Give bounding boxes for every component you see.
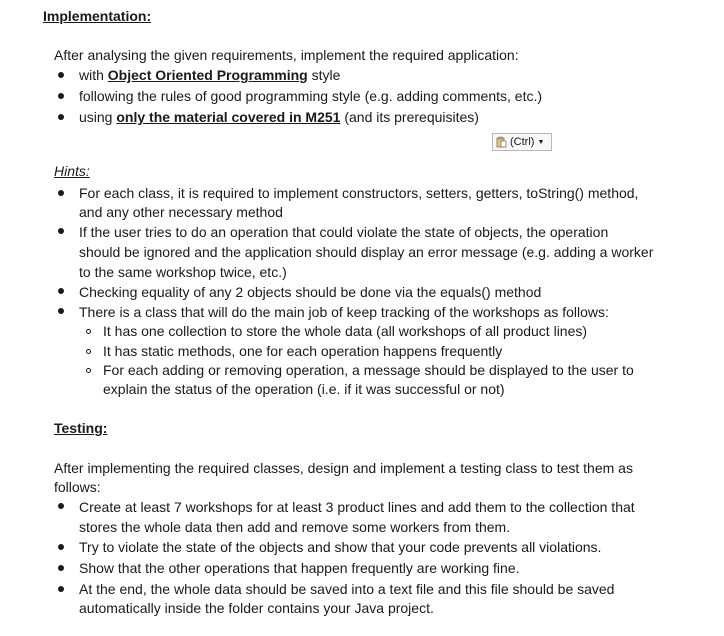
bullet-icon [58,190,64,196]
hint-static-methods: It has static methods, one for each operation happens frequently [103,343,503,359]
hint-violation-line1: If the user tries to do an operation that could violate the state of objects, the operation [79,224,609,240]
test-save-line2: automatically inside the folder contains your Java project. [79,600,434,616]
sub-bullet-icon [86,368,91,373]
test-operations: Show that the other operations that happen frequently are working fine. [79,560,520,576]
hint-collection: It has one collection to store the whole data (all workshops of all product lines) [103,323,588,339]
hint-main-class: There is a class that will do the main job of keep tracking of the workshops as follows: [79,304,609,320]
hint-message-line1: For each adding or removing operation, a message should be displayed to the user to [103,362,634,378]
paste-options-label: (Ctrl) [510,136,535,148]
hints-heading: Hints: [54,163,90,179]
bullet-icon [58,288,64,294]
bullet-icon [58,503,64,509]
requirement-oop: with Object Oriented Programming style [79,67,341,83]
hint-constructors-line2: and any other necessary method [79,204,283,220]
hint-violation-line2: should be ignored and the application should display an error message (e.g. adding a worker [79,244,654,260]
bullet-icon [58,544,64,550]
chevron-down-icon: ▼ [537,138,545,146]
sub-bullet-icon [86,329,91,334]
paste-options-button[interactable] [492,133,552,151]
hint-message-line2: explain the status of the operation (i.e. if it was successful or not) [103,381,505,397]
hint-equality: Checking equality of any 2 objects should be done via the equals() method [79,284,542,300]
testing-heading: Testing: [54,420,108,436]
bullet-icon [58,93,64,99]
bullet-icon [58,228,64,234]
bullet-icon [58,114,64,120]
bullet-icon [58,586,64,592]
requirement-style: following the rules of good programming style (e.g. adding comments, etc.) [79,88,543,104]
sub-bullet-icon [86,349,91,354]
bullet-icon [58,72,64,78]
clipboard-icon [496,136,507,148]
test-violate: Try to violate the state of the objects and show that your code prevents all violations. [79,539,602,555]
implementation-intro: After analysing the given requirements, implement the required application: [54,47,519,63]
implementation-heading: Implementation: [43,8,152,24]
bullet-icon [58,565,64,571]
test-create-line1: Create at least 7 workshops for at least 3 product lines and add them to the collection that [79,499,635,515]
hint-constructors-line1: For each class, it is required to implement constructors, setters, getters, toString() method, [79,185,639,201]
requirement-material: using only the material covered in M251 (and its prerequisites) [79,109,479,125]
testing-intro-line2: follows: [54,479,101,495]
testing-intro-line1: After implementing the required classes, design and implement a testing class to test them as [54,460,633,476]
hint-violation-line3: to the same workshop twice, etc.) [79,264,287,280]
test-create-line2: stores the whole data then add and remove some workers from them. [79,519,511,535]
test-save-line1: At the end, the whole data should be saved into a text file and this file should be saved [79,581,615,597]
bullet-icon [58,308,64,314]
